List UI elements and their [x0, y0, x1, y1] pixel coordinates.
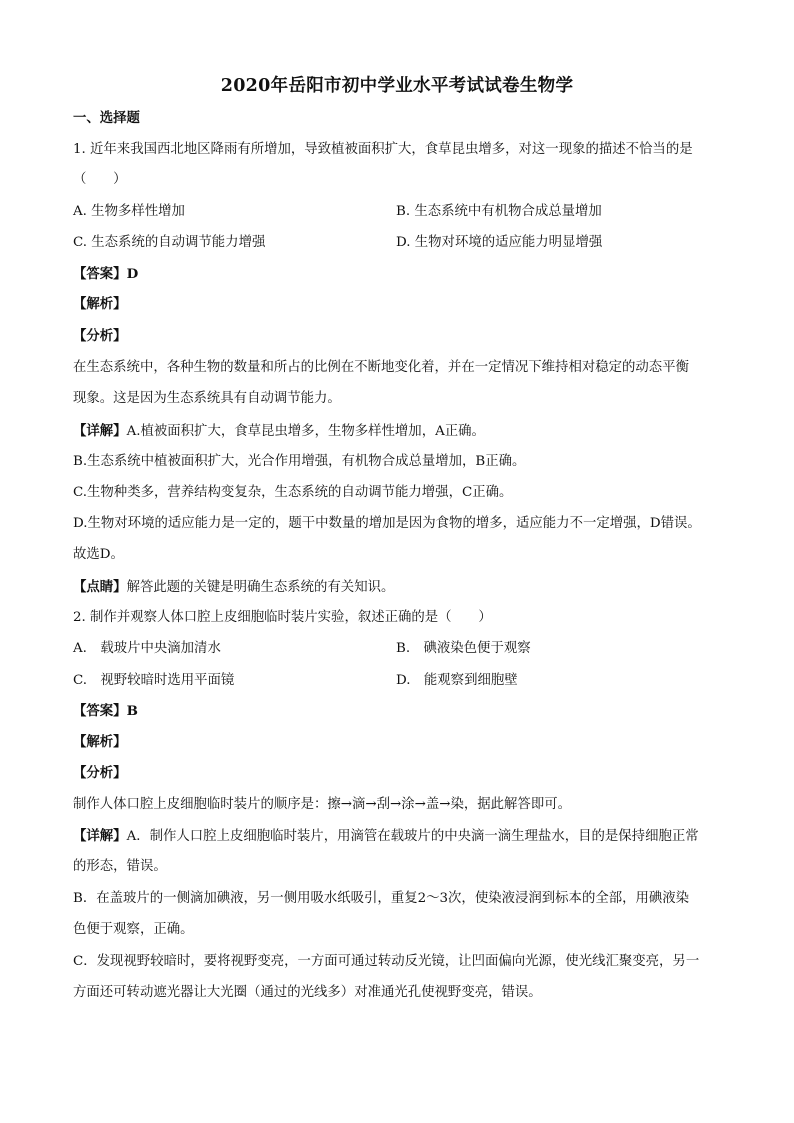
q2-detail-b-line-2: 色便于观察，正确。 [73, 922, 194, 937]
dianjing-tag: 【点睛】 [73, 579, 127, 595]
q1-option-d: D. 生物对环境的适应能力明显增强 [396, 235, 603, 250]
q1-conclusion: 故选D。 [73, 547, 124, 562]
q1-option-b: B. 生态系统中有机物合成总量增加 [396, 204, 602, 219]
q1-option-c: C. 生态系统的自动调节能力增强 [73, 235, 266, 250]
answer-value: D [126, 266, 139, 282]
q2-option-d: D. 能观察到细胞壁 [396, 673, 518, 688]
dianjing-text: 解答此题的关键是明确生态系统的有关知识。 [126, 580, 395, 595]
q2-option-b: B. 碘液染色便于观察 [396, 641, 531, 656]
q2-stem: 2. 制作并观察人体口腔上皮细胞临时装片实验，叙述正确的是（ ） [73, 610, 492, 625]
answer-tag: 【答案】 [73, 703, 127, 719]
q2-detail-a-line-1 [73, 826, 723, 847]
q1-dianjing [73, 577, 723, 598]
q2-answer [73, 701, 723, 722]
q1-analysis-line-2: 现象。这是因为生态系统具有自动调节能力。 [73, 391, 341, 406]
q1-fenxi-tag: 【分析】 [73, 328, 127, 344]
q2-option-c: C. 视野较暗时选用平面镜 [73, 673, 235, 688]
q1-option-a: A. 生物多样性增加 [73, 204, 185, 219]
detail-text: A.植被面积扩大，食草昆虫增多，生物多样性增加，A正确。 [126, 424, 485, 439]
q1-analysis-line-1: 在生态系统中，各种生物的数量和所占的比例在不断地变化着，并在一定情况下维持相对稳定的动态平衡 [73, 360, 689, 375]
q2-detail-c-line-1: C．发现视野较暗时，要将视野变亮，一方面可通过转动反光镜，让凹面偏向光源，使光线汇聚变亮，另一 [73, 954, 700, 969]
q1-detail-c: C.生物种类多，营养结构变复杂，生态系统的自动调节能力增强，C正确。 [73, 485, 513, 500]
answer-value: B [126, 703, 138, 719]
q1-options-row-1 [0, 202, 794, 222]
q1-options-row-2 [0, 233, 794, 253]
q1-detail-b: B.生态系统中植被面积扩大，光合作用增强，有机物合成总量增加，B正确。 [73, 454, 526, 469]
q1-paren: （ ） [73, 172, 127, 187]
q1-detail-a [73, 421, 723, 442]
q1-stem: 1. 近年来我国西北地区降雨有所增加，导致植被面积扩大，食草昆虫增多，对这一现象的描述不恰当的是 [73, 142, 693, 157]
q1-answer [73, 264, 723, 285]
page-title: 2020年岳阳市初中学业水平考试试卷生物学 [220, 76, 574, 96]
q2-option-a: A. 载玻片中央滴加清水 [73, 641, 221, 656]
q2-options-row-1 [0, 639, 794, 659]
q2-fenxi-tag: 【分析】 [73, 765, 127, 781]
q1-jiexi-tag: 【解析】 [73, 296, 127, 312]
q2-options-row-2 [0, 671, 794, 691]
answer-tag: 【答案】 [73, 266, 127, 282]
q2-detail-b-line-1: B．在盖玻片的一侧滴加碘液，另一侧用吸水纸吸引，重复2～3次，使染液浸润到标本的全部，用碘液染 [73, 891, 690, 906]
detail-text: A．制作人口腔上皮细胞临时装片，用滴管在载玻片的中央滴一滴生理盐水，目的是保持细胞正常 [126, 829, 699, 844]
q1-detail-d: D.生物对环境的适应能力是一定的，题干中数量的增加是因为食物的增多，适应能力不一定增强，D错误。 [73, 516, 701, 531]
detail-tag: 【详解】 [73, 828, 127, 844]
section-heading: 一、选择题 [73, 110, 140, 126]
q2-jiexi-tag: 【解析】 [73, 734, 127, 750]
q2-detail-a-line-2: 的形态，错误。 [73, 859, 167, 874]
detail-tag: 【详解】 [73, 423, 127, 439]
q2-analysis-line-1: 制作人体口腔上皮细胞临时装片的顺序是：擦→滴→刮→涂→盖→染，据此解答即可。 [73, 797, 571, 812]
q2-detail-c-line-2: 方面还可转动遮光器让大光圈（通过的光线多）对准通光孔使视野变亮，错误。 [73, 985, 542, 1000]
